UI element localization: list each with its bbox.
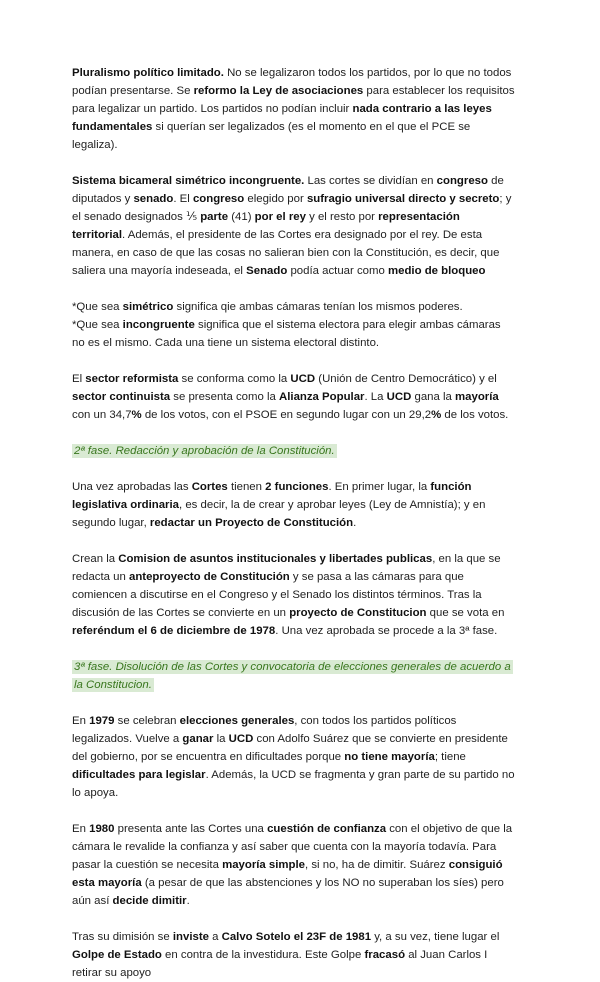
paragraph-sistema-bicameral <box>72 172 516 280</box>
bold-term: 2 funciones <box>265 481 329 493</box>
paragraph-calvo-sotelo <box>72 928 516 982</box>
paragraph-sectores <box>72 370 516 424</box>
bold-term: medio de bloqueo <box>387 265 486 277</box>
text-run: (a pesar de que las abstenciones y los NO no superaban los síes) pero aún así <box>72 877 504 907</box>
bold-term: UCD <box>386 391 412 403</box>
text-run: y el resto por <box>305 211 379 223</box>
text-run: con el objetivo de que la cámara le revalide la confianza y así saber que cuenta con la mayoría todavía. Para pasar la cuestión se necesita <box>72 823 513 871</box>
text-run: . Además, el presidente de las Cortes era designado por el rey. De esta manera, en caso de que las cosas no salieran bien con la Constitución, es decir, que saliera una mayoría indeseada, el <box>72 229 500 277</box>
text-run: elegido por <box>244 193 307 205</box>
bold-term: ganar <box>182 733 214 745</box>
bold-term: reformo la Ley de asociaciones <box>193 85 364 97</box>
paragraph-comision <box>72 550 516 640</box>
bold-term: fracasó <box>364 949 406 961</box>
text-run: , si no, ha de dimitir. Suárez <box>305 859 449 871</box>
text-run: (Unión de Centro Democrático) y el <box>315 373 497 385</box>
bold-term: simétrico <box>122 301 174 313</box>
text-run: , en la que se redacta un <box>72 553 501 583</box>
bold-term: 1980 <box>89 823 115 835</box>
bold-term: inviste <box>172 931 209 943</box>
text-run: presenta ante las Cortes una <box>114 823 268 835</box>
bold-term: Pluralismo político limitado. <box>72 67 224 79</box>
paragraph-funciones-cortes <box>72 478 516 532</box>
bold-term: decide dimitir <box>112 895 187 907</box>
text-run: se conforma como la <box>178 373 291 385</box>
bold-term: UCD <box>228 733 254 745</box>
bold-term: mayoría simple <box>222 859 306 871</box>
text-run: No se legalizaron todos los partidos, por lo que no todos podían presentarse. Se <box>72 67 512 97</box>
text-run: para establecer los requisitos para legalizar un partido. Los partidos no podían incluir <box>72 85 515 115</box>
text-run: En <box>72 823 90 835</box>
bold-term: Cortes <box>191 481 228 493</box>
text-run: al Juan Carlos I retirar su apoyo <box>72 949 488 979</box>
paragraph-pluralismo <box>72 64 516 154</box>
bold-term: parte <box>200 211 229 223</box>
text-run: de diputados y <box>72 175 504 205</box>
bold-term: UCD <box>290 373 316 385</box>
text-run: Crean la <box>72 553 119 565</box>
text-run: Las cortes se dividían en <box>304 175 437 187</box>
bold-term: Comision de asuntos institucionales y libertades publicas <box>118 553 433 565</box>
bold-term: redactar un Proyecto de Constitución <box>149 517 354 529</box>
text-run: se presenta como la <box>170 391 280 403</box>
bold-term: referéndum el 6 de diciembre de 1978 <box>72 625 276 637</box>
text-run: significa que el sistema electora para elegir ambas cámaras no es el mismo. Cada una tiene un sistema electoral distinto. <box>72 319 501 349</box>
text-run: El <box>72 373 86 385</box>
section-heading-fase-2 <box>72 442 516 460</box>
text-run: que se vota en <box>426 607 505 619</box>
text-run: si querían ser legalizados (es el momento en el que el PCE se legaliza). <box>72 121 471 151</box>
text-run: . La <box>364 391 387 403</box>
bold-term: mayoría <box>455 391 499 403</box>
text-run: significa qie ambas cámaras tenían los mismos poderes. <box>173 301 463 313</box>
bold-term: sector reformista <box>85 373 179 385</box>
text-run: y, a su vez, tiene lugar el <box>371 931 500 943</box>
bold-term: Senado <box>246 265 288 277</box>
bold-term: senado <box>133 193 174 205</box>
section-heading-fase-3 <box>72 658 516 694</box>
bold-term: función legislativa ordinaria <box>72 481 472 511</box>
bold-term: congreso <box>192 193 245 205</box>
paragraph-elecciones-1979 <box>72 712 516 802</box>
bold-term: nada contrario a las leyes fundamentales <box>72 103 492 133</box>
bold-term: congreso <box>436 175 488 187</box>
bold-term: Calvo Sotelo el 23F de 1981 <box>221 931 372 943</box>
text-run: en contra de la investidura. Este Golpe <box>161 949 365 961</box>
text-run: , es decir, la de crear y aprobar leyes (Ley de Amnistía); y en segundo lugar, <box>72 499 486 529</box>
text-run: y se pasa a las cámaras para que comiencen a discutirse en el Congreso y el Senado los distintos términos. Tras la discusión de las Cortes se convierte en un <box>72 571 482 619</box>
text-run: ; tiene <box>434 751 466 763</box>
bold-term: dificultades para legislar <box>72 769 206 781</box>
bold-term: Sistema bicameral simétrico incongruente. <box>72 175 305 187</box>
bold-term: elecciones generales <box>179 715 295 727</box>
text-run: podía actuar como <box>287 265 388 277</box>
text-run: de los votos. <box>441 409 509 421</box>
text-run: *Que sea <box>72 319 123 331</box>
note-incongruente <box>72 316 516 352</box>
bold-term: representación territorial <box>72 211 460 241</box>
bold-term: 1979 <box>89 715 115 727</box>
bold-term: sector continuista <box>72 391 171 403</box>
text-run: , con todos los partidos políticos legalizados. Vuelve a <box>72 715 457 745</box>
bold-term: cuestión de confianza <box>267 823 387 835</box>
text-run: . <box>186 895 190 907</box>
text-run: (41) <box>228 211 255 223</box>
note-simetrico <box>72 298 516 316</box>
text-run: . El <box>173 193 193 205</box>
bold-term: sufragio universal directo y secreto <box>306 193 500 205</box>
bold-term: anteproyecto de Constitución <box>129 571 290 583</box>
bold-term: Golpe de Estado <box>72 949 162 961</box>
text-run: . <box>353 517 357 529</box>
bold-term: % <box>431 409 442 421</box>
bold-term: consiguió esta mayoría <box>72 859 503 889</box>
text-run: con Adolfo Suárez que se convierte en presidente del gobierno, por se encuentra en dificultades porque <box>72 733 508 763</box>
text-run: gana la <box>411 391 456 403</box>
text-run: de los votos, con el PSOE en segundo lugar con un 29,2 <box>141 409 432 421</box>
bold-term: incongruente <box>122 319 195 331</box>
highlighted-heading: 3ª fase. Disolución de las Cortes y convocatoria de elecciones generales de acuerdo a la Constitucion. <box>74 661 511 691</box>
text-run: tienen <box>227 481 266 493</box>
text-run: . En primer lugar, la <box>328 481 431 493</box>
paragraph-cuestion-confianza <box>72 820 516 910</box>
bold-term: proyecto de Constitucion <box>289 607 427 619</box>
text-run: En <box>72 715 90 727</box>
text-run: Tras su dimisión se <box>72 931 173 943</box>
text-run: . Una vez aprobada se procede a la 3ª fase. <box>275 625 498 637</box>
text-run: Una vez aprobadas las <box>72 481 192 493</box>
text-run: ; y el senado designados ⅕ <box>72 193 512 223</box>
text-run: con un 34,7 <box>72 409 132 421</box>
highlighted-heading: 2ª fase. Redacción y aprobación de la Constitución. <box>74 445 335 457</box>
bold-term: % <box>131 409 142 421</box>
text-run: . Además, la UCD se fragmenta y gran parte de su partido no lo apoya. <box>72 769 515 799</box>
bold-term: no tiene mayoría <box>344 751 435 763</box>
text-run: a <box>208 931 222 943</box>
text-run: la <box>213 733 229 745</box>
bold-term: Alianza Popular <box>279 391 365 403</box>
text-run: *Que sea <box>72 301 123 313</box>
bold-term: por el rey <box>254 211 306 223</box>
text-run: se celebran <box>114 715 180 727</box>
